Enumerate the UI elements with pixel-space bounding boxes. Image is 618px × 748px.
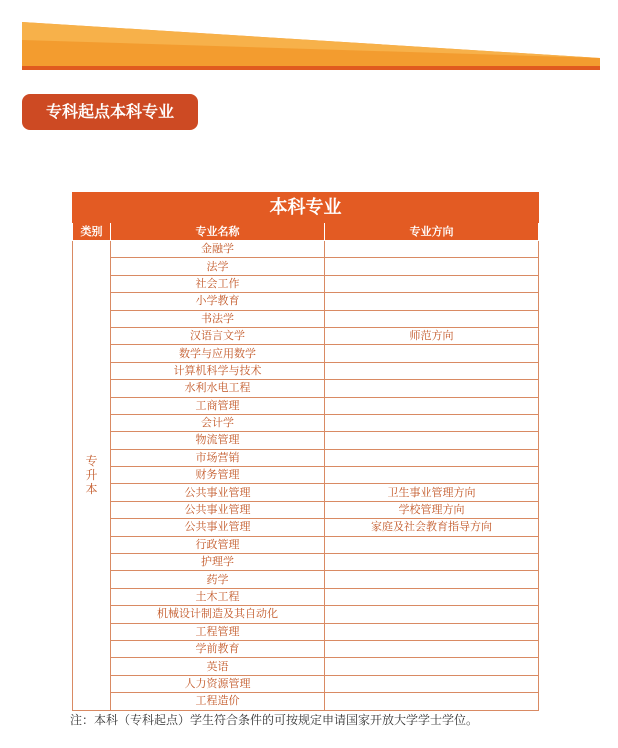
table-row	[73, 432, 539, 449]
header-major: 专业名称	[111, 223, 325, 241]
section-tag: 专科起点本科专业	[22, 94, 198, 130]
direction-cell	[325, 449, 539, 466]
table-row	[73, 536, 539, 553]
direction-cell	[325, 536, 539, 553]
direction-cell	[325, 397, 539, 414]
table-row	[73, 501, 539, 518]
table-row	[73, 327, 539, 344]
direction-cell	[325, 606, 539, 623]
direction-cell	[325, 275, 539, 292]
direction-cell	[325, 258, 539, 275]
direction-cell: 师范方向	[325, 327, 539, 344]
table-row	[73, 606, 539, 623]
major-cell: 公共事业管理	[111, 501, 325, 518]
major-cell: 药学	[111, 571, 325, 588]
table-row	[73, 623, 539, 640]
direction-cell	[325, 362, 539, 379]
major-cell: 人力资源管理	[111, 675, 325, 692]
table-row	[73, 467, 539, 484]
header-direction: 专业方向	[325, 223, 539, 241]
direction-cell	[325, 640, 539, 657]
direction-cell	[325, 293, 539, 310]
table-row	[73, 345, 539, 362]
header-category: 类别	[73, 223, 111, 241]
table-title-row	[73, 193, 539, 223]
major-cell: 工程造价	[111, 693, 325, 710]
direction-cell	[325, 467, 539, 484]
direction-cell	[325, 380, 539, 397]
direction-cell	[325, 432, 539, 449]
decorative-banner	[0, 0, 618, 80]
major-cell: 市场营销	[111, 449, 325, 466]
major-cell: 数学与应用数学	[111, 345, 325, 362]
direction-cell	[325, 623, 539, 640]
table-row	[73, 588, 539, 605]
major-cell: 财务管理	[111, 467, 325, 484]
major-cell: 工商管理	[111, 397, 325, 414]
major-cell: 护理学	[111, 554, 325, 571]
major-cell: 金融学	[111, 241, 325, 258]
table-row	[73, 241, 539, 258]
major-cell: 英语	[111, 658, 325, 675]
major-cell: 水利水电工程	[111, 380, 325, 397]
direction-cell	[325, 241, 539, 258]
table-header-row	[73, 223, 539, 241]
major-cell: 小学教育	[111, 293, 325, 310]
table-row	[73, 310, 539, 327]
major-cell: 学前教育	[111, 640, 325, 657]
major-cell: 汉语言文学	[111, 327, 325, 344]
category-cell: 专 升 本	[73, 241, 111, 711]
table-row	[73, 519, 539, 536]
direction-cell: 家庭及社会教育指导方向	[325, 519, 539, 536]
table-row	[73, 693, 539, 710]
table-row	[73, 449, 539, 466]
direction-cell: 学校管理方向	[325, 501, 539, 518]
direction-cell: 卫生事业管理方向	[325, 484, 539, 501]
major-cell: 公共事业管理	[111, 484, 325, 501]
direction-cell	[325, 571, 539, 588]
direction-cell	[325, 414, 539, 431]
table-row	[73, 554, 539, 571]
table-row	[73, 484, 539, 501]
major-cell: 土木工程	[111, 588, 325, 605]
footnote: 注：本科（专科起点）学生符合条件的可按规定申请国家开放大学学士学位。	[70, 713, 479, 727]
direction-cell	[325, 310, 539, 327]
table-row	[73, 640, 539, 657]
major-cell: 书法学	[111, 310, 325, 327]
table-row	[73, 275, 539, 292]
majors-table-wrapper	[72, 192, 538, 711]
table-row	[73, 571, 539, 588]
table-row	[73, 258, 539, 275]
table-row	[73, 293, 539, 310]
major-cell: 机械设计制造及其自动化	[111, 606, 325, 623]
direction-cell	[325, 693, 539, 710]
major-cell: 公共事业管理	[111, 519, 325, 536]
direction-cell	[325, 658, 539, 675]
major-cell: 会计学	[111, 414, 325, 431]
major-cell: 计算机科学与技术	[111, 362, 325, 379]
table-body	[73, 241, 539, 711]
table-row	[73, 380, 539, 397]
table-row	[73, 675, 539, 692]
table-row	[73, 414, 539, 431]
major-cell: 工程管理	[111, 623, 325, 640]
direction-cell	[325, 554, 539, 571]
majors-table	[72, 192, 539, 711]
table-row	[73, 362, 539, 379]
major-cell: 法学	[111, 258, 325, 275]
direction-cell	[325, 345, 539, 362]
direction-cell	[325, 675, 539, 692]
table-row	[73, 658, 539, 675]
major-cell: 社会工作	[111, 275, 325, 292]
table-title: 本科专业	[73, 193, 539, 223]
table-row	[73, 397, 539, 414]
direction-cell	[325, 588, 539, 605]
major-cell: 物流管理	[111, 432, 325, 449]
major-cell: 行政管理	[111, 536, 325, 553]
